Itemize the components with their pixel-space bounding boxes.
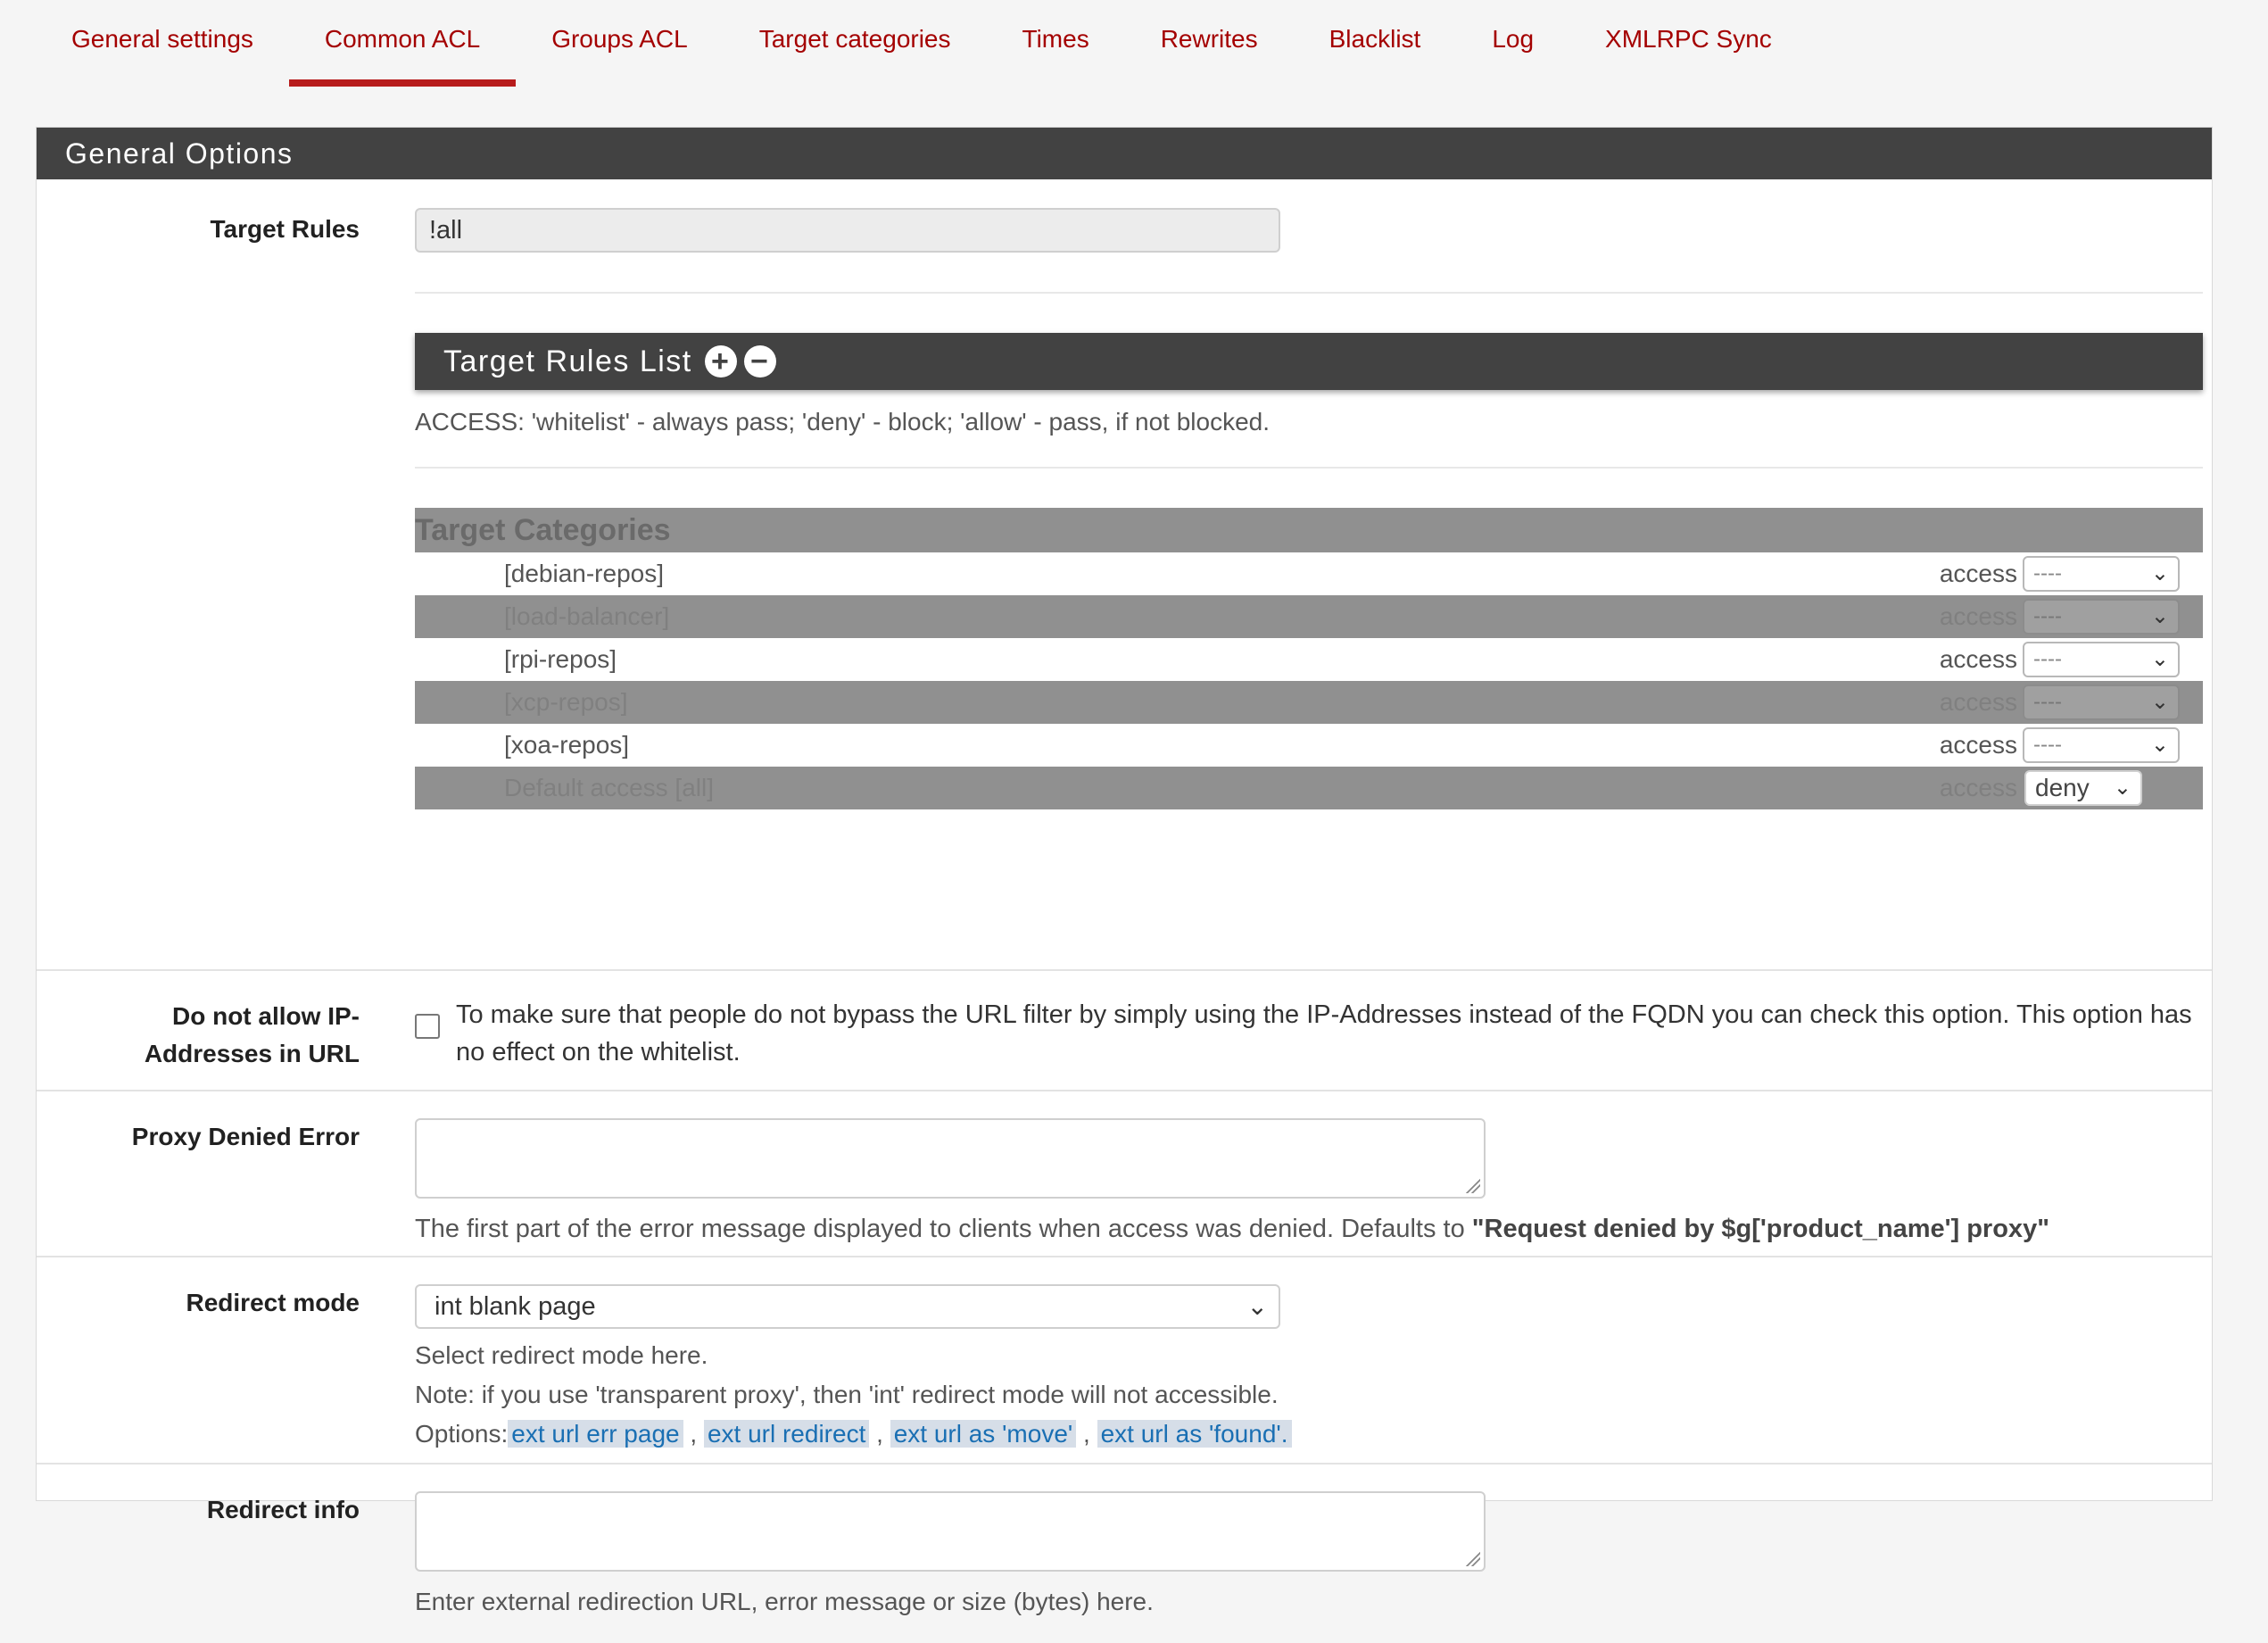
access-select-value: deny — [2035, 774, 2090, 801]
access-label: access — [1939, 645, 2017, 673]
tab-groups-acl[interactable] — [516, 0, 724, 87]
access-select-value: ---- — [2033, 690, 2062, 714]
options-prefix: Options: — [415, 1420, 509, 1448]
tab-label: Groups ACL — [551, 25, 688, 53]
minus-circle-icon[interactable]: − — [744, 345, 776, 378]
category-row — [415, 681, 2203, 724]
target-rules-row — [37, 179, 2212, 971]
proxy-denied-row — [37, 1091, 2212, 1257]
tab-times[interactable] — [987, 0, 1125, 87]
select-value: int blank page — [435, 1292, 596, 1321]
tab-label: Log — [1492, 25, 1535, 53]
panel-heading: General Options — [37, 128, 2212, 179]
access-select[interactable] — [2023, 727, 2180, 763]
access-select[interactable] — [2023, 599, 2180, 635]
tab-label: Target categories — [758, 25, 951, 53]
redirect-mode-help1: Select redirect mode here. — [415, 1341, 708, 1369]
chevron-down-icon: ⌄ — [1246, 1292, 1268, 1320]
redirect-info-textarea[interactable] — [415, 1491, 1486, 1572]
proxy-denied-help — [415, 1209, 2203, 1249]
tab-label: XMLRPC Sync — [1605, 25, 1772, 53]
chevron-down-icon: ⌄ — [2113, 776, 2131, 800]
tab-label: General settings — [71, 25, 253, 53]
category-row — [415, 595, 2203, 638]
tab-bar — [0, 0, 2268, 89]
tab-label: Rewrites — [1160, 25, 1258, 53]
tab-xmlrpc-sync[interactable] — [1569, 0, 1808, 87]
tab-rewrites[interactable] — [1125, 0, 1294, 87]
redirect-info-label: Redirect info — [206, 1496, 360, 1523]
access-select-value: ---- — [2033, 733, 2062, 757]
target-categories-header: Target Categories — [415, 508, 2203, 552]
target-rules-list-title: Target Rules List — [443, 344, 692, 378]
chevron-down-icon: ⌄ — [2150, 604, 2169, 628]
help-text: The first part of the error message displayed to clients when access was denied. Defaults to — [415, 1215, 1472, 1243]
access-help-text: ACCESS: 'whitelist' - always pass; 'deny' - block; 'allow' - pass, if not blocked. — [415, 408, 1271, 436]
resize-grip-icon[interactable] — [1464, 1177, 1480, 1193]
redirect-info-row — [37, 1465, 2212, 1643]
option-link[interactable]: ext url as 'move' — [890, 1420, 1077, 1448]
tab-log[interactable] — [1456, 0, 1569, 87]
category-name: [rpi-repos] — [504, 645, 617, 673]
category-name: [debian-repos] — [504, 560, 665, 587]
access-select[interactable] — [2023, 556, 2180, 592]
ip-addresses-description: To make sure that people do not bypass the URL filter by simply using the IP-Addresses instead of the FQDN you can check this option. This option has no effect on the whitelist. — [456, 1000, 2192, 1066]
default-access-row — [415, 767, 2203, 809]
divider — [415, 292, 2203, 294]
category-row — [415, 638, 2203, 681]
access-select[interactable] — [2023, 685, 2180, 720]
access-label: access — [1939, 731, 2017, 759]
general-options-panel — [36, 127, 2213, 1615]
access-select[interactable] — [2023, 642, 2180, 677]
access-label: access — [1939, 560, 2017, 587]
default-message: "Request denied by $g['product_name'] proxy" — [1471, 1215, 2049, 1243]
option-link[interactable]: ext url redirect — [704, 1420, 869, 1448]
option-link[interactable]: ext url as 'found'. — [1097, 1420, 1292, 1448]
access-label: access — [1939, 688, 2017, 716]
ip-addresses-row — [37, 971, 2212, 1091]
access-select-value: ---- — [2033, 647, 2062, 671]
category-name: [xcp-repos] — [504, 688, 628, 716]
label-line: Addresses in URL — [144, 1040, 360, 1067]
chevron-down-icon: ⌄ — [2150, 647, 2169, 671]
redirect-mode-row — [37, 1257, 2212, 1465]
category-row — [415, 552, 2203, 595]
tab-blacklist[interactable] — [1294, 0, 1457, 87]
category-row — [415, 724, 2203, 767]
tab-common-acl[interactable] — [289, 0, 516, 87]
resize-grip-icon[interactable] — [1464, 1550, 1480, 1566]
tab-label: Common ACL — [324, 25, 481, 53]
category-name: Default access [all] — [504, 774, 714, 801]
redirect-options: Options: ext url err page , ext url redirect , ext url as 'move' , ext url as 'found'. — [415, 1415, 2203, 1454]
proxy-denied-textarea[interactable] — [415, 1118, 1486, 1199]
redirect-info-help: Enter external redirection URL, error message or size (bytes) here. — [415, 1588, 1154, 1615]
target-rules-list-heading — [415, 333, 2203, 390]
chevron-down-icon: ⌄ — [2150, 690, 2169, 714]
redirect-mode-select[interactable] — [415, 1284, 1280, 1329]
default-access-select[interactable] — [2024, 770, 2142, 806]
chevron-down-icon: ⌄ — [2150, 733, 2169, 757]
divider — [415, 467, 2203, 469]
category-name: [xoa-repos] — [504, 731, 630, 759]
proxy-denied-label: Proxy Denied Error — [131, 1123, 360, 1150]
tab-general-settings[interactable] — [36, 0, 289, 87]
access-select-value: ---- — [2033, 561, 2062, 585]
ip-addresses-label — [37, 998, 360, 1073]
tab-label: Blacklist — [1329, 25, 1421, 53]
redirect-mode-label: Redirect mode — [186, 1289, 360, 1316]
plus-circle-icon[interactable]: + — [705, 345, 737, 378]
access-select-value: ---- — [2033, 604, 2062, 628]
redirect-mode-help2: Note: if you use 'transparent proxy', then 'int' redirect mode will not accessible. — [415, 1381, 1279, 1408]
option-link[interactable]: ext url err page — [508, 1420, 683, 1448]
access-label: access — [1939, 602, 2017, 630]
tab-label: Times — [1022, 25, 1089, 53]
access-label: access — [1939, 774, 2017, 801]
ip-addresses-checkbox[interactable] — [415, 1014, 440, 1039]
tab-target-categories[interactable] — [724, 0, 987, 87]
target-rules-label: Target Rules — [210, 215, 360, 243]
category-name: [load-balancer] — [504, 602, 670, 630]
target-rules-input[interactable]: !all — [415, 208, 1280, 253]
label-line: Do not allow IP- — [172, 1002, 360, 1030]
chevron-down-icon: ⌄ — [2150, 561, 2169, 585]
